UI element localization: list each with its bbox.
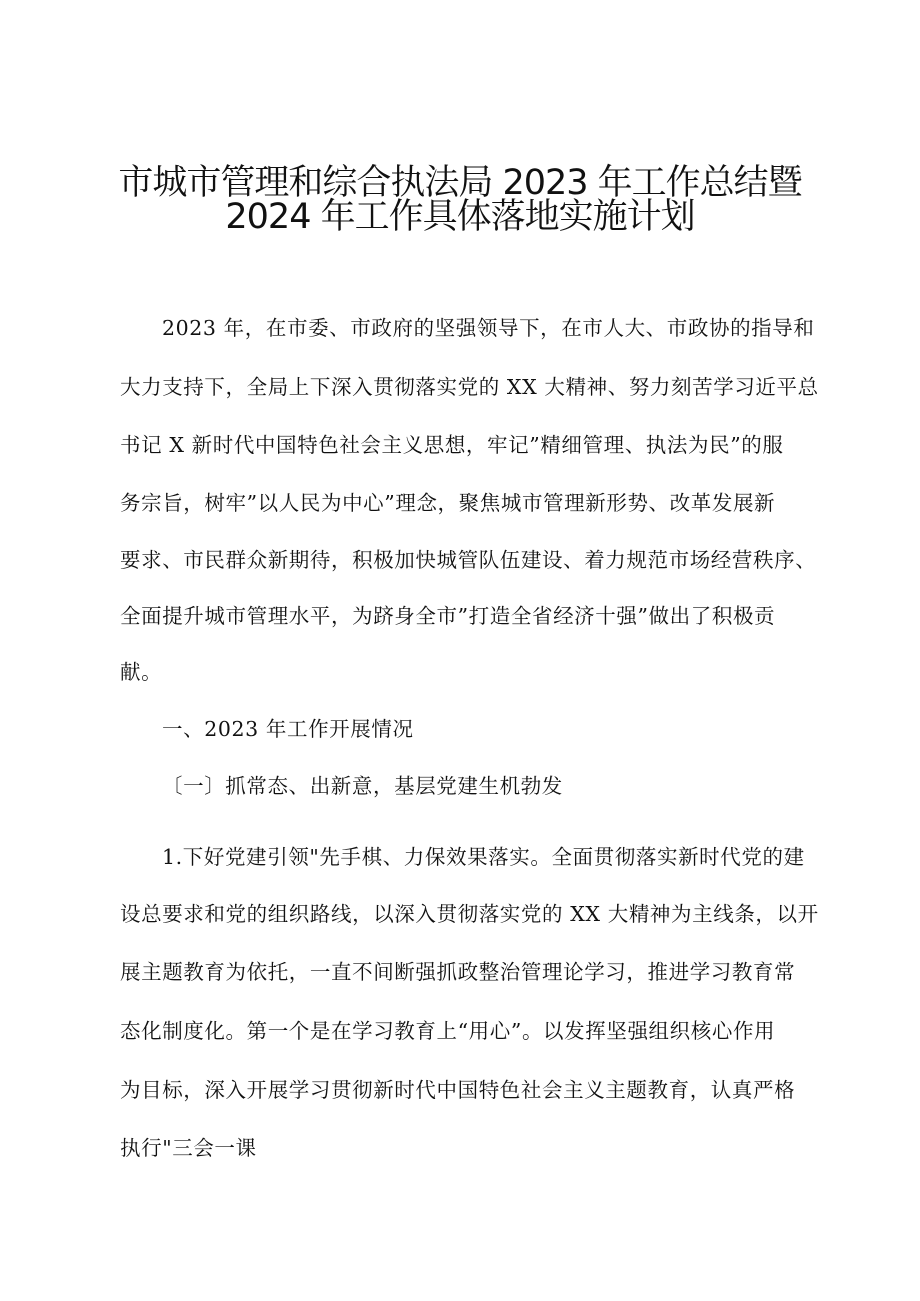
intro-paragraph-line: 大力支持下，全局上下深入贯彻落实党的 XX 大精神、努力刻苦学习近平总 [120, 375, 819, 399]
intro-paragraph-line: 务宗旨，树牢”以人民为中心”理念，聚焦城市管理新形势、改革发展新 [120, 491, 776, 515]
intro-paragraph-line: 献。 [120, 660, 163, 684]
body-paragraph-line: 设总要求和党的组织路线，以深入贯彻落实党的 XX 大精神为主线条，以开 [120, 902, 819, 926]
intro-paragraph-line: 书记 X 新时代中国特色社会主义思想，牢记”精细管理、执法为民”的服 [120, 433, 784, 457]
body-paragraph-line: 态化制度化。第一个是在学习教育上“用心”。以发挥坚强组织核心作用 [120, 1019, 776, 1043]
subsection-heading: 〔一〕抓常态、出新意，基层党建生机勃发 [162, 774, 563, 798]
section-heading: 一、2023 年工作开展情况 [162, 717, 414, 741]
intro-paragraph-line: 要求、市民群众新期待，积极加快城管队伍建设、着力规范市场经营秩序、 [120, 548, 817, 572]
body-paragraph-line: 展主题教育为依托，一直不间断强抓政整治管理论学习，推进学习教育常 [120, 960, 796, 984]
body-paragraph-line: 执行"三会一课 [120, 1136, 257, 1160]
intro-paragraph-line: 2023 年，在市委、市政府的坚强领导下，在市人大、市政协的指导和 [162, 316, 815, 340]
body-paragraph-line: 1.下好党建引领"先手棋、力保效果落实。全面贯彻落实新时代党的建 [162, 845, 805, 869]
intro-paragraph-line: 全面提升城市管理水平，为跻身全市”打造全省经济十强”做出了积极贡 [120, 604, 776, 628]
body-paragraph-line: 为目标，深入开展学习贯彻新时代中国特色社会主义主题教育，认真严格 [120, 1078, 796, 1102]
document-title-line-1: 市城市管理和综合执法局 2023 年工作总结暨 [118, 163, 802, 203]
document-title-line-2: 2024 年工作具体落地实施计划 [225, 197, 695, 237]
